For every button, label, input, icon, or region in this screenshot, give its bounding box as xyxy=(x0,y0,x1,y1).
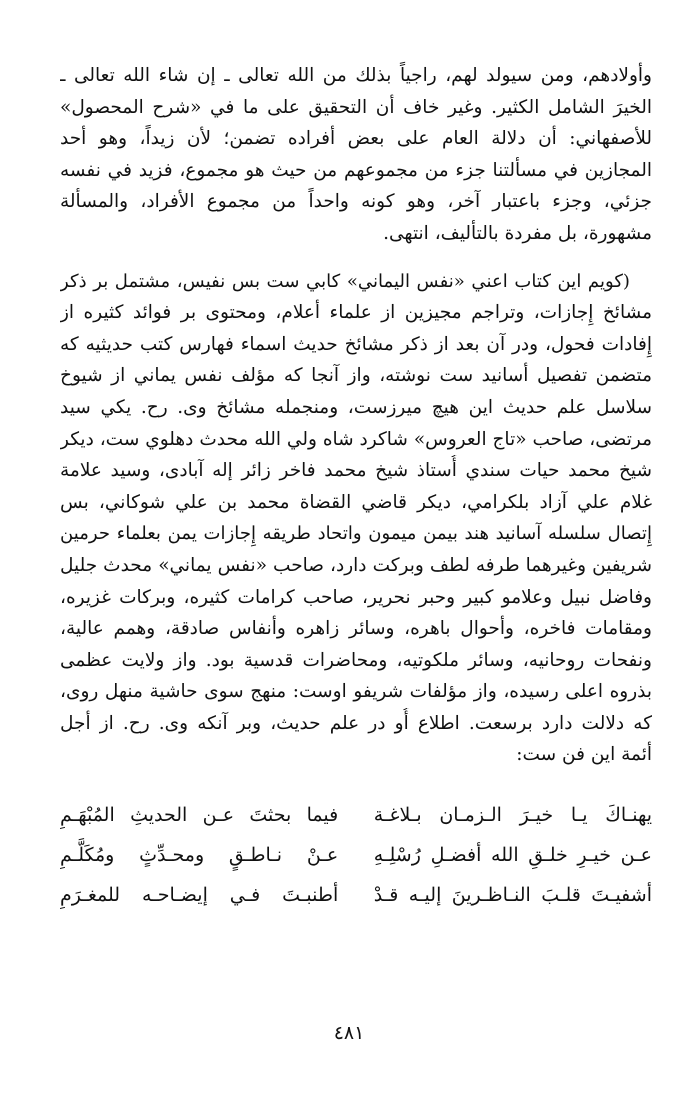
text-line: وفاضل نبيل وعلامو كبير وحبر نحرير، صاحب كرامات كثيره، وبركات غزيره، xyxy=(60,586,652,608)
page-number: ٤٨١ xyxy=(333,1022,365,1044)
verse-second-hemistich: عـنْ نـاطـقٍ ومحـدِّثٍ ومُكَلَّـمِ xyxy=(60,844,339,867)
verse-second-hemistich: فيما بحثتَ عـن الحديثِ المُبْهَـمِ xyxy=(60,804,339,827)
text-line: وأولادهم، ومن سيولد لهم، راجياً بذلك من الله تعالى ـ إن شاء الله تعالى ـ xyxy=(60,65,652,86)
text-line: مرتضى، صاحب «تاج العروس» شاكرد شاه ولي الله محدث دهلوي ست، ديكر xyxy=(60,428,652,450)
text-line: كه دلالت دارد برسعت. اطلاع أُو در علم حديث، وبر آنكه وى. رح. از أجل xyxy=(60,712,652,734)
poem xyxy=(60,795,652,915)
text-line: مشائخ إِجازات، وتراجم مجيزين از علماء أعلام، ومحتوى بر فوائد كثيره از xyxy=(60,302,652,324)
paragraph-1 xyxy=(60,60,652,250)
text-line: أئمة اين فن ست: xyxy=(516,744,652,766)
text-line: بذروه اعلى رسيده، واز مؤلفات شريفو اوست: منهج سوى حاشية منهل روى، xyxy=(60,681,652,703)
poem-verse xyxy=(60,835,652,875)
verse-second-hemistich: أطنبـتَ فـي إيضـاحـه للمغـرَمِ xyxy=(60,884,339,907)
verse-first-hemistich: يهنـاكَ يـا خيـرَ الـزمـان بـلاغـة xyxy=(373,804,652,827)
text-line: (كويم اين كتاب اعني «نفس اليماني» كابي ست بس نفيس، مشتمل بر ذكر xyxy=(60,270,630,292)
text-line: إِفادات فحول، ودر آن بعد از ذكر مشائخ حديث اسماء فهارس كتب حديثيه كه xyxy=(60,333,652,355)
text-line: مشهورة، بل مفردة بالتأليف، انتهى. xyxy=(383,222,652,244)
verse-first-hemistich: أشفيـتَ قلـبَ النـاظـرينَ إليـه قـدْ xyxy=(373,884,652,907)
text-line: المجازين في مسألتنا جزء من مجموعهم من حيث هو مجموع، فزيد في نفسه xyxy=(60,159,652,181)
text-line: جزئي، وجزء باعتبار آخر، وهو كونه واحداً من مجموع الأفراد، والمسألة xyxy=(60,191,652,213)
text-line: الخيرَ الشامل الكثير. وغير خاف أن التحقيق على ما في «شرح المحصول» xyxy=(60,96,652,118)
text-line: سلاسل علم حديث اين هيچ ميرزست، ومنجمله مشائخ وى. رح. يكي سيد xyxy=(60,396,652,418)
paragraph-2 xyxy=(60,266,652,772)
poem-verse xyxy=(60,875,652,915)
text-line: شيخ محمد حيات سندي أُستاذ شيخ محمد فاخر زائر إله آبادى، وسيد علامة xyxy=(60,460,652,482)
text-line: غلام علي آزاد بلكرامي، ديكر قاضي القضاة محمد بن علي شوكاني، بس xyxy=(60,491,652,513)
page-body xyxy=(60,60,652,915)
text-line: للأصفهاني: أن دلالة العام على بعض أفراده تضمن؛ لأن زيداً، وهو أحد xyxy=(60,128,652,150)
text-line: متضمن تفصيل أسانيد ست نوشته، واز آنجا كه مؤلف نفس يماني از شيوخ xyxy=(60,365,652,387)
poem-verse xyxy=(60,795,652,835)
verse-first-hemistich: عـن خيـرِ خلـقِ الله أفضـلِ رُسْلِـهِ xyxy=(373,844,652,867)
text-line: شريفين وغيرهما طرفه لطف وبركت دارد، صاحب «نفس يماني» محدث جليل xyxy=(60,554,652,576)
text-line: ومقامات فاخره، وأحوال باهره، وسائر زاهره وأنفاس صادقة، وهمم عالية، xyxy=(60,618,652,640)
text-line: ونفحات روحانيه، وسائر ملكوتيه، ومحاضرات قدسية بود. واز ولايت عظمى xyxy=(60,649,652,671)
text-line: إِتصال سلسله آسانيد هند بيمن ميمون واتحاد طريقه إِجازات يمن بعلماء حرمين xyxy=(60,523,652,545)
